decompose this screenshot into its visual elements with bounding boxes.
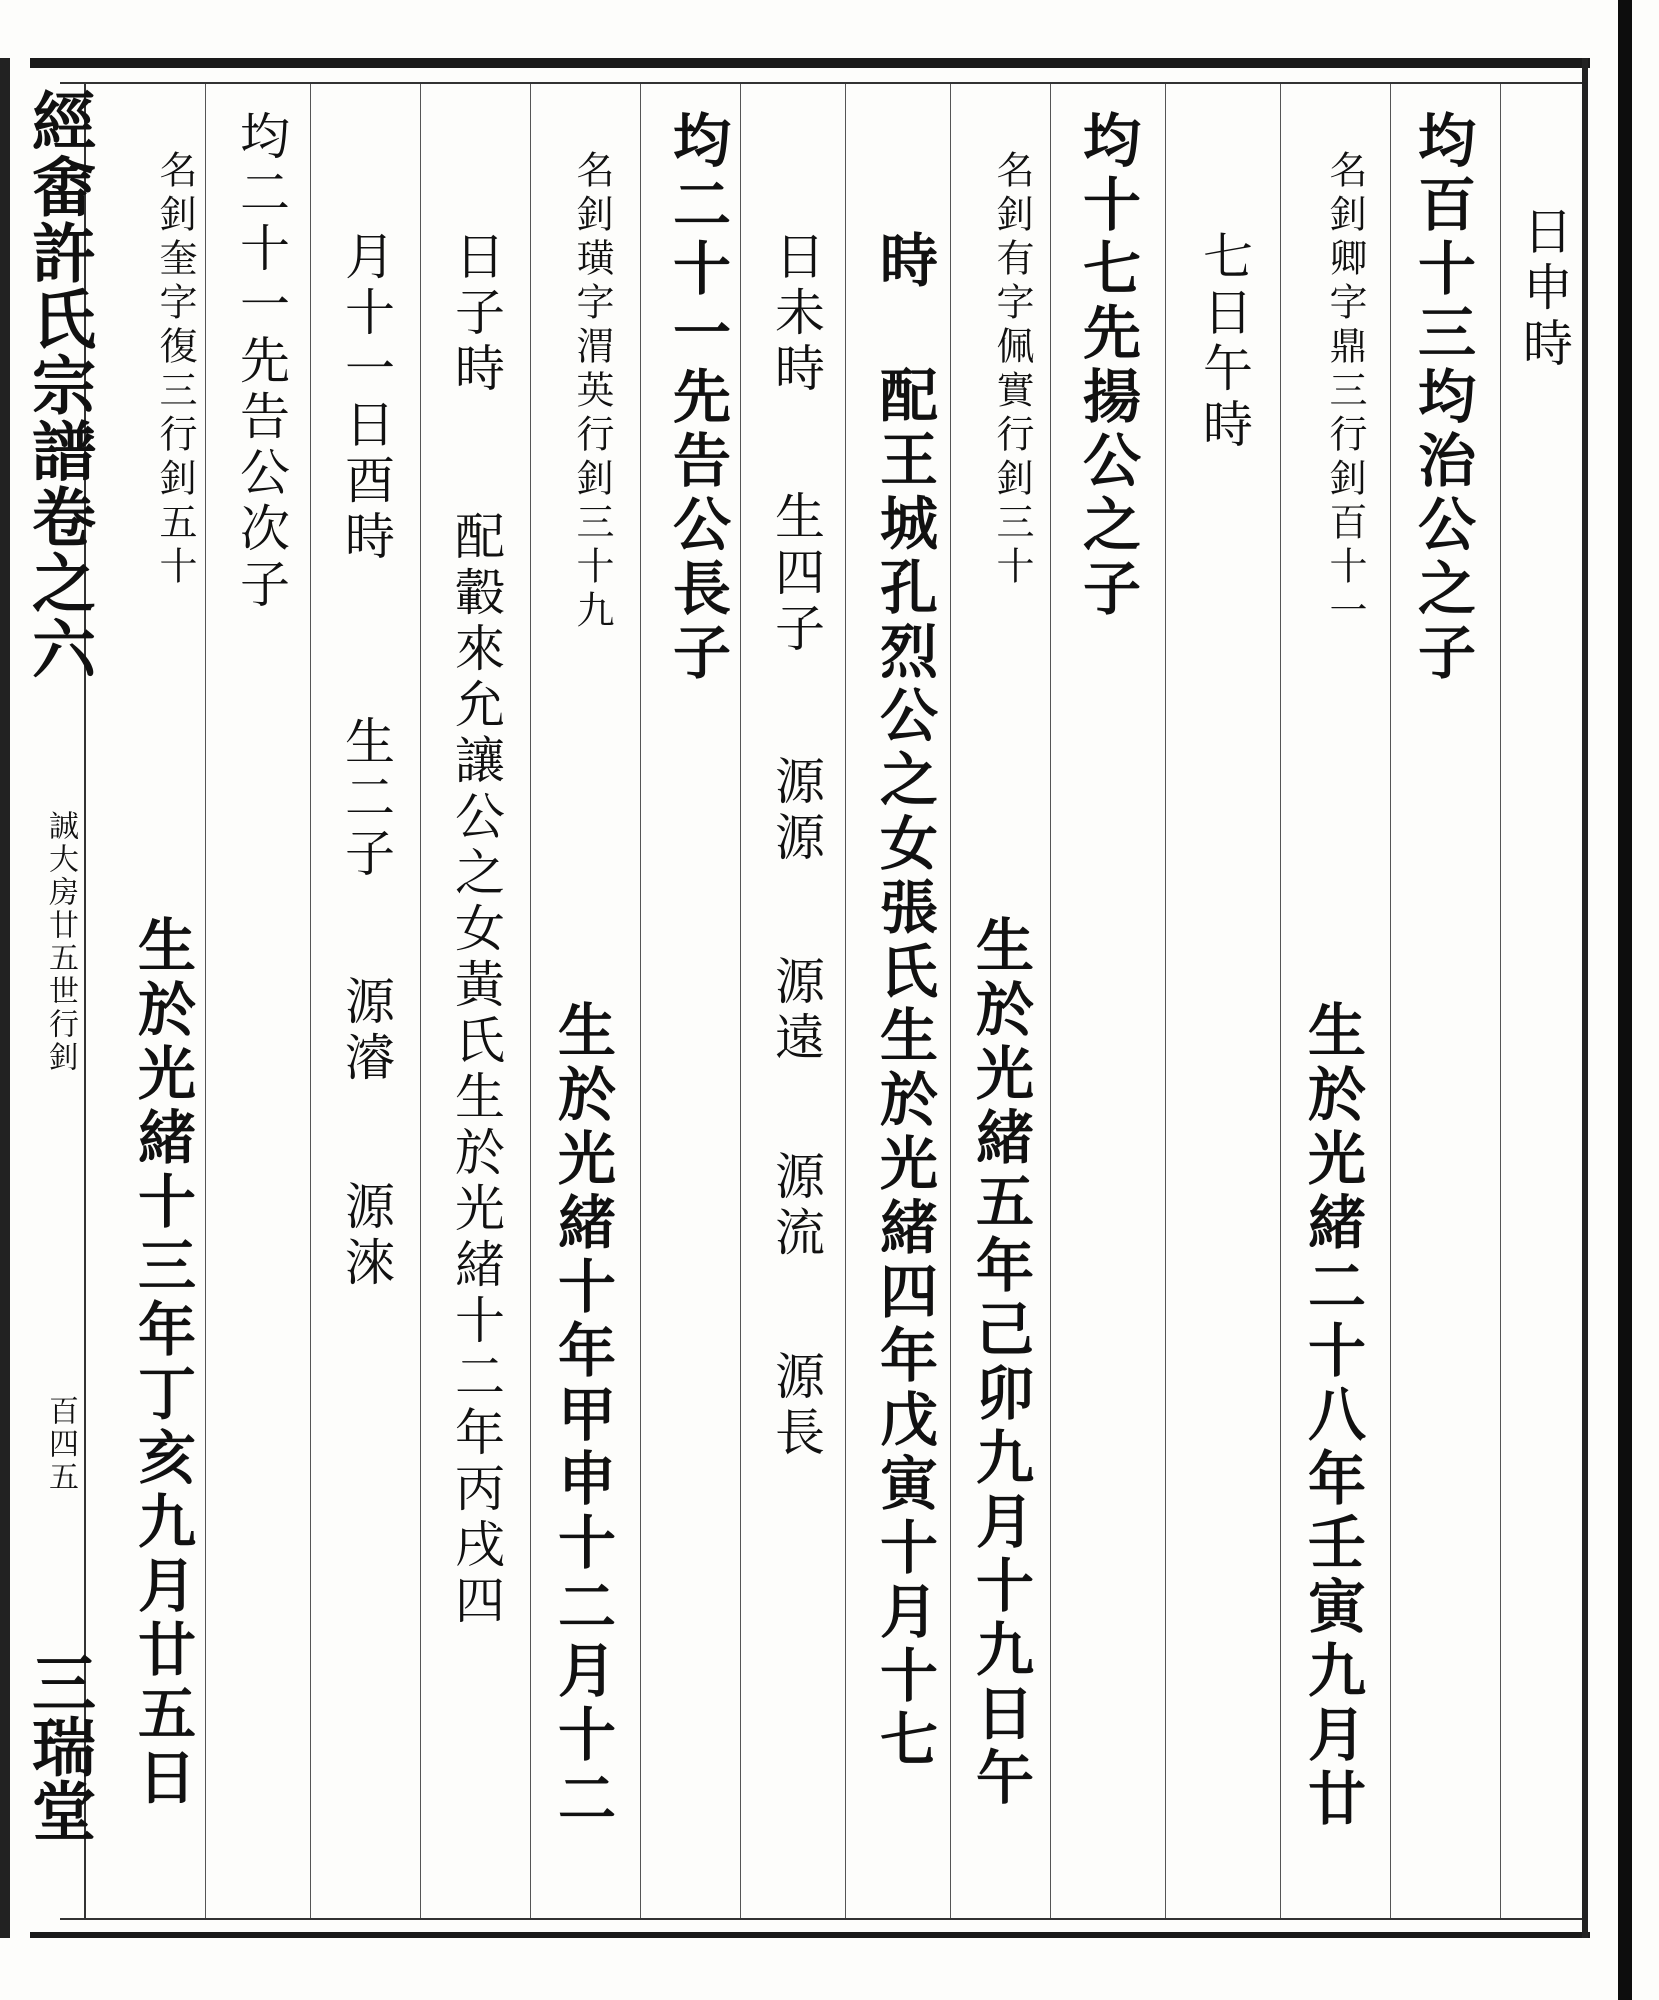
column-rule	[640, 84, 641, 1918]
text-column: 源遠	[767, 955, 825, 1067]
column-rule	[1165, 84, 1166, 1918]
text-column: 源流	[767, 1150, 825, 1262]
margin-page-number: 百四五	[43, 1395, 78, 1494]
text-column: 配轂來允讓公之女黃氏生於光緒十二年丙戌四	[447, 510, 505, 1630]
page-edge-shadow	[1618, 0, 1632, 2000]
margin-subtitle: 誠大房廿五世行釗	[43, 810, 78, 1074]
text-column: 源長	[767, 1350, 825, 1462]
text-column: 生於光緒二十八年壬寅九月廿	[1298, 1000, 1366, 1832]
text-column: 日未時	[767, 230, 825, 398]
text-column: 生於光緒十三年丁亥九月廿五日	[128, 915, 196, 1811]
column-rule	[1280, 84, 1281, 1918]
frame-left-border	[0, 58, 10, 1938]
text-column: 日子時	[447, 230, 505, 398]
text-column-heading: 均十七先揚公之子	[1073, 110, 1141, 622]
column-rule	[310, 84, 311, 1918]
text-column: 生於光緒五年己卯九月十九日午	[966, 915, 1034, 1811]
text-column: 源濬	[337, 975, 395, 1087]
text-column-heading: 均二十一先告公次子	[232, 110, 290, 614]
frame-inner-top-border	[60, 82, 1585, 84]
column-rule	[1050, 84, 1051, 1918]
text-column: 生於光緒十年甲申十二月十二	[548, 1000, 616, 1832]
margin-title: 經畬許氏宗譜卷之六	[21, 88, 96, 682]
text-column-heading: 均二十一先告公長子	[663, 110, 731, 686]
text-column: 時	[870, 230, 938, 294]
column-rule	[1500, 84, 1501, 1918]
margin-hall-name: 三瑞堂	[21, 1650, 96, 1842]
frame-inner-bottom-border	[60, 1918, 1585, 1920]
frame-right-border	[1582, 58, 1588, 1938]
frame-top-border	[30, 58, 1590, 68]
text-column: 名釗奎字復三行釗五十	[153, 150, 197, 590]
column-rule	[740, 84, 741, 1918]
column-rule	[950, 84, 951, 1918]
text-column-heading: 均百十三均治公之子	[1408, 110, 1476, 686]
frame-bottom-border	[30, 1932, 1590, 1938]
column-rule	[530, 84, 531, 1918]
column-rule	[1390, 84, 1391, 1918]
text-column: 生四子	[767, 490, 825, 658]
column-rule	[845, 84, 846, 1918]
text-column: 名釗有字佩實行釗三十	[990, 150, 1034, 590]
text-column: 日申時	[1515, 205, 1573, 373]
column-rule	[420, 84, 421, 1918]
column-rule	[205, 84, 206, 1918]
text-column: 源源	[767, 755, 825, 867]
text-column: 月十一日酉時	[337, 230, 395, 566]
text-column: 名釗卿字鼎三行釗百十一	[1323, 150, 1367, 634]
text-column: 生二子	[337, 715, 395, 883]
text-column: 配王城孔烈公之女張氏生於光緒四年戊寅十月十七	[870, 365, 938, 1773]
text-column: 名釗璜字渭英行釗三十九	[570, 150, 614, 634]
text-column: 七日午時	[1195, 230, 1253, 454]
text-column: 源淶	[337, 1180, 395, 1292]
